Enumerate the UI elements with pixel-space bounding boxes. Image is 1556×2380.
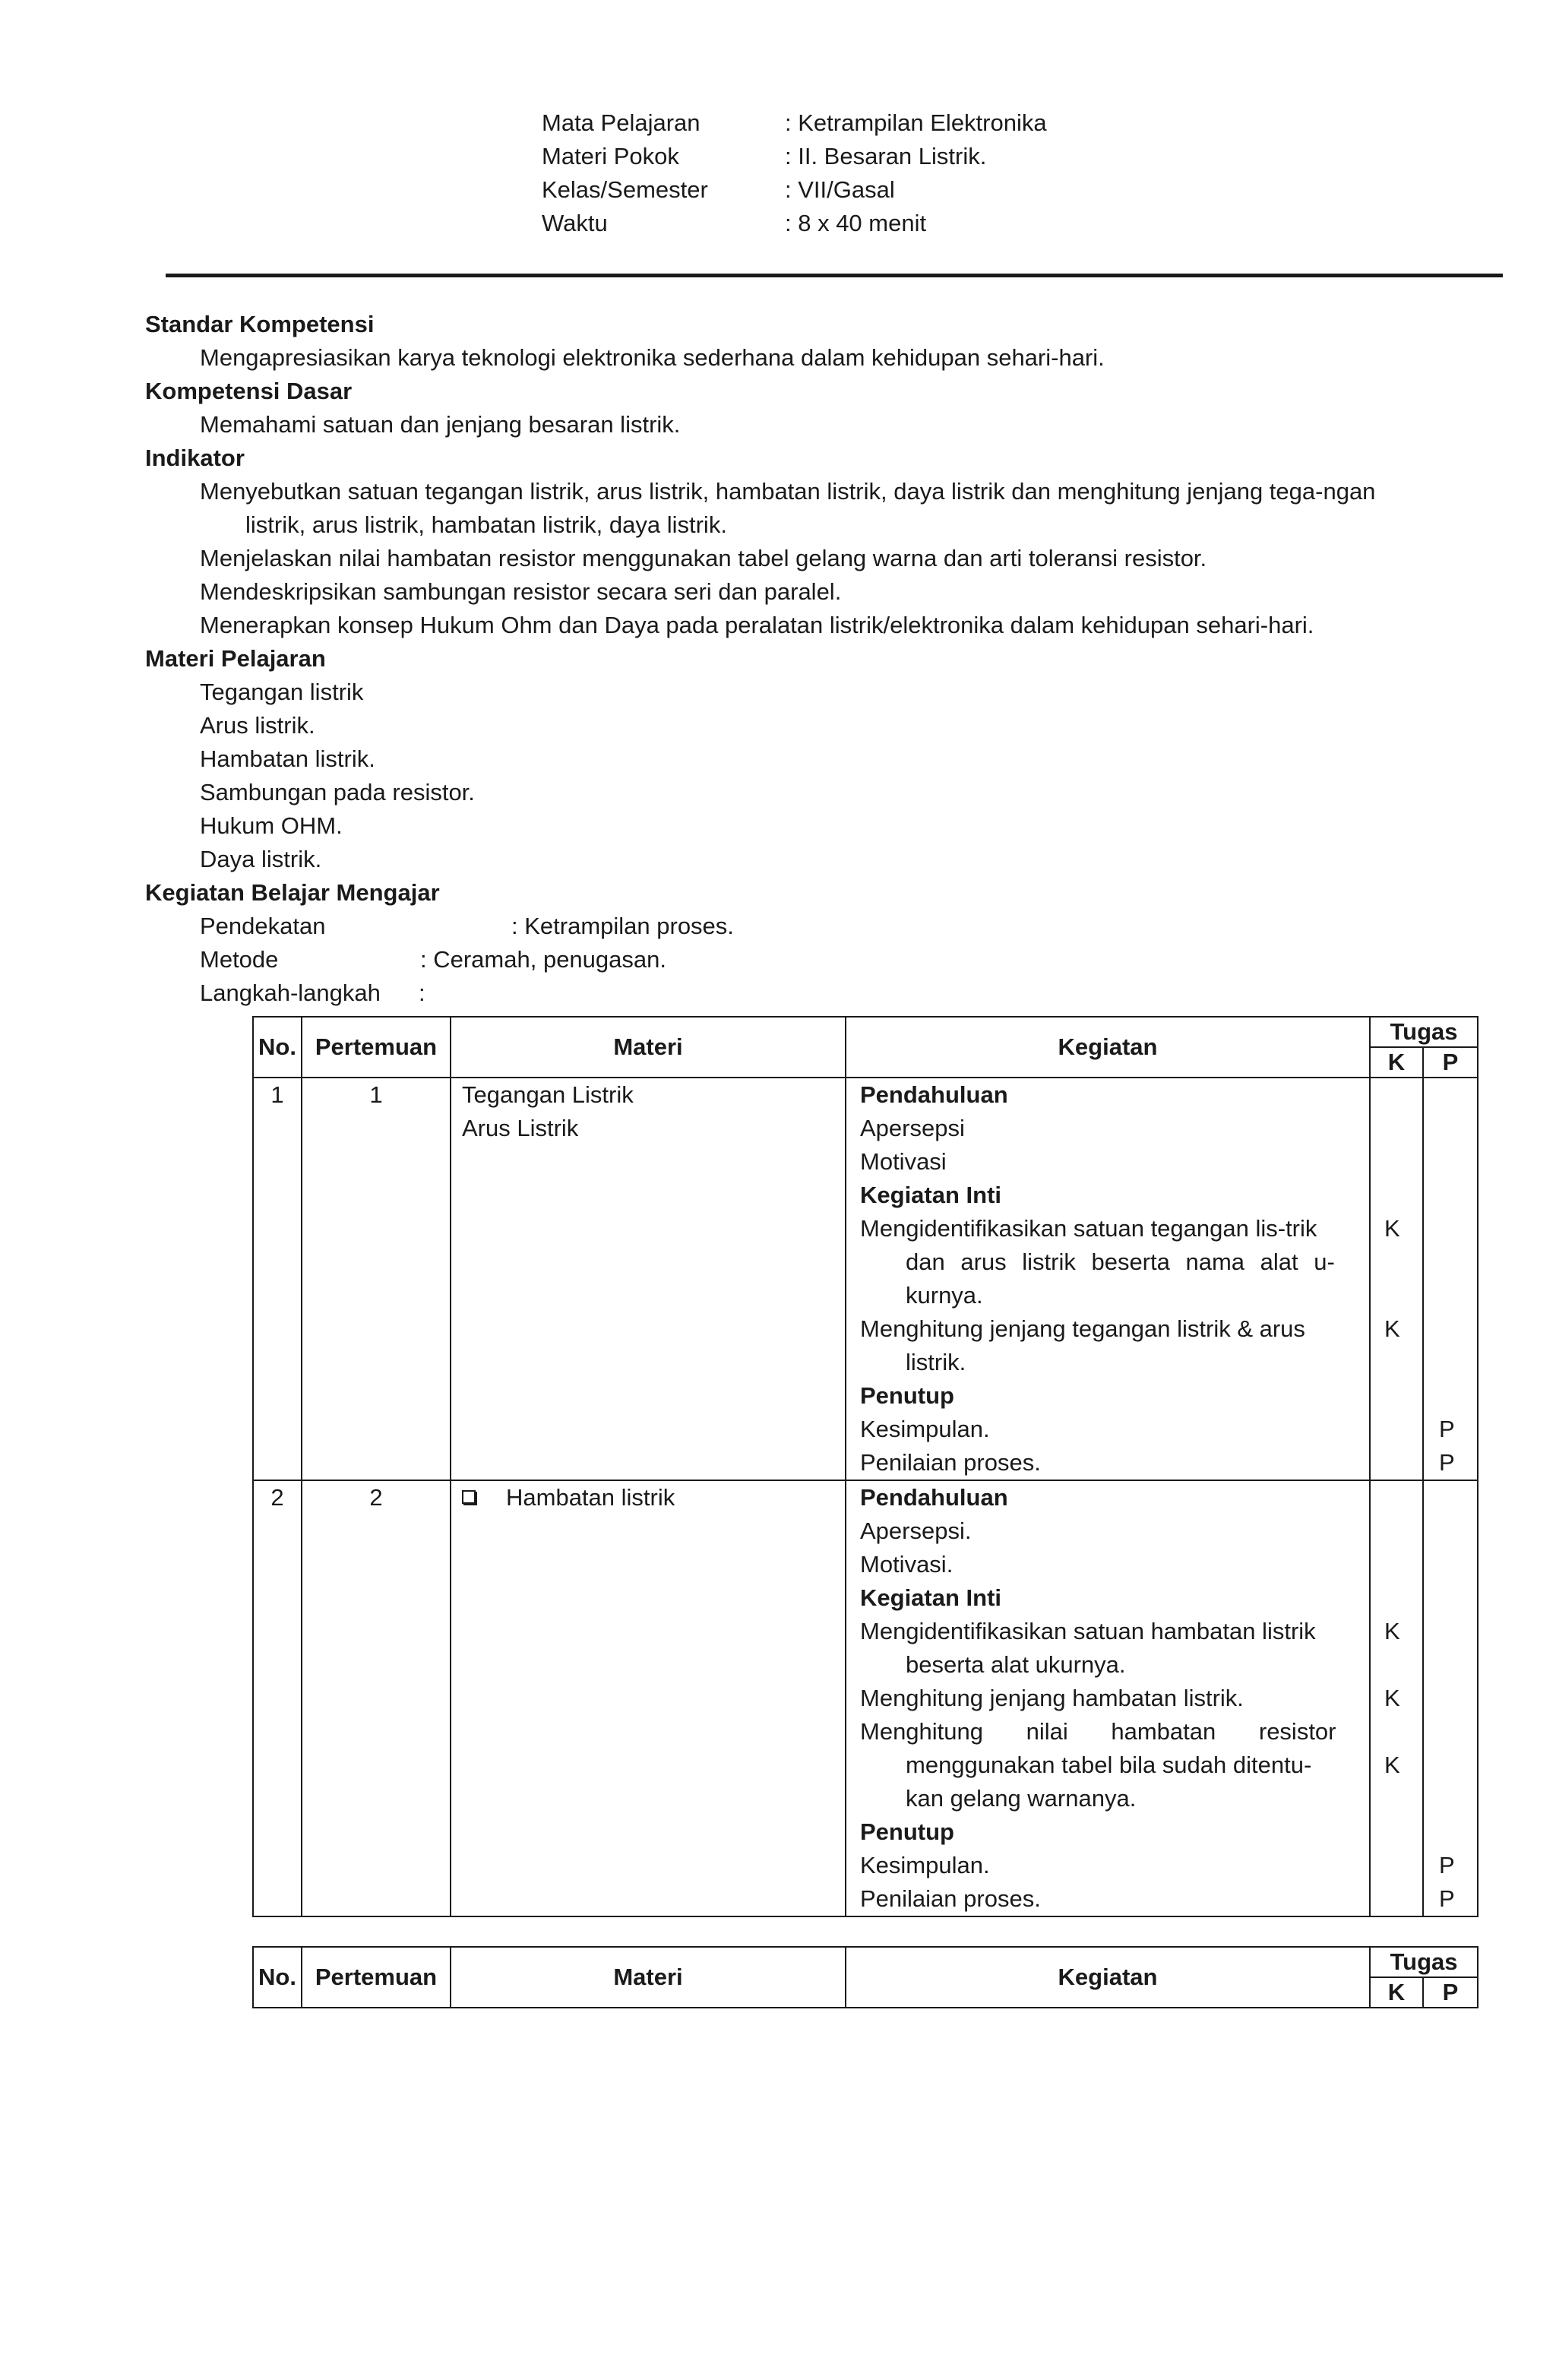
col-header-tugas: Tugas (1370, 1947, 1478, 1977)
kegiatan-line: Motivasi. (860, 1551, 954, 1578)
kegiatan-line: Menghitung nilai hambatan resistor (860, 1718, 1336, 1745)
row-materi (451, 1078, 846, 1480)
kegiatan-heading: Pendahuluan (860, 1081, 1008, 1108)
kegiatan-line: Penilaian proses. (860, 1449, 1041, 1476)
kegiatan-line: Penilaian proses. (860, 1885, 1041, 1912)
kegiatan-line: menggunakan tabel bila sudah ditentu- (906, 1752, 1312, 1778)
kegiatan-line: listrik. (906, 1349, 966, 1375)
col-header-kegiatan: Kegiatan (846, 1947, 1370, 2008)
row-pertemuan: 1 (302, 1078, 451, 1480)
table-row (253, 1078, 1478, 1480)
kegiatan-line: Mengidentifikasikan satuan hambatan listrik (860, 1618, 1316, 1644)
col-header-p: P (1423, 1977, 1478, 2008)
row-materi (451, 1480, 846, 1916)
row-no: 2 (253, 1480, 302, 1916)
metode-label: Metode (200, 946, 279, 973)
section-heading-materi-pelajaran: Materi Pelajaran (145, 645, 326, 672)
kegiatan-heading: Pendahuluan (860, 1484, 1008, 1511)
section-heading-kbm: Kegiatan Belajar Mengajar (145, 879, 440, 906)
col-header-materi: Materi (451, 1947, 846, 2008)
indikator-item: Menjelaskan nilai hambatan resistor menggunakan tabel gelang warna dan arti toleransi resistor. (200, 545, 1207, 571)
checkbox-bullet-icon (462, 1490, 476, 1504)
kegiatan-line: Apersepsi (860, 1115, 965, 1141)
row-no: 1 (253, 1078, 302, 1480)
tugas-k-mark: K (1384, 1618, 1400, 1644)
header-value: : Ketrampilan Elektronika (785, 109, 1047, 136)
materi-item: Tegangan listrik (200, 679, 364, 705)
indikator-item-continued: listrik, arus listrik, hambatan listrik, daya listrik. (245, 511, 727, 538)
section-heading-kompetensi-dasar: Kompetensi Dasar (145, 378, 353, 404)
kegiatan-line: Kesimpulan. (860, 1852, 990, 1878)
kompetensi-dasar-text: Memahami satuan dan jenjang besaran listrik. (200, 411, 681, 438)
kegiatan-line: kan gelang warnanya. (906, 1785, 1137, 1812)
materi-line (462, 1481, 845, 1514)
materi-item: Arus listrik. (200, 712, 315, 739)
materi-line: Tegangan Listrik (462, 1081, 634, 1108)
materi-line: Arus Listrik (462, 1115, 579, 1141)
kegiatan-line: Kesimpulan. (860, 1416, 990, 1442)
section-heading-indikator: Indikator (145, 445, 245, 471)
header-value: : 8 x 40 menit (785, 210, 927, 236)
row-tugas-p (1423, 1480, 1478, 1916)
col-header-pertemuan: Pertemuan (302, 1947, 451, 2008)
table-row (253, 1480, 1478, 1916)
pendekatan-label: Pendekatan (200, 913, 326, 939)
kegiatan-line: Apersepsi. (860, 1518, 972, 1544)
row-tugas-p (1423, 1078, 1478, 1480)
col-header-no: No. (253, 1947, 302, 2008)
header-label: Waktu (542, 210, 608, 236)
row-kegiatan (846, 1480, 1370, 1916)
header-label: Mata Pelajaran (542, 109, 701, 136)
indikator-item: Menyebutkan satuan tegangan listrik, arus listrik, hambatan listrik, daya listrik dan menghitung jenjang tega-ngan (200, 478, 1376, 505)
kegiatan-line: Mengidentifikasikan satuan tegangan lis-trik (860, 1215, 1317, 1242)
pendekatan-value: : Ketrampilan proses. (511, 913, 734, 939)
tugas-p-mark: P (1439, 1885, 1455, 1912)
tugas-p-mark: P (1439, 1852, 1455, 1878)
kegiatan-heading: Kegiatan Inti (860, 1584, 1002, 1611)
langkah-value: : (419, 980, 425, 1006)
header-value: : II. Besaran Listrik. (785, 143, 987, 169)
row-kegiatan (846, 1078, 1370, 1480)
langkah-table-continued (252, 1946, 1479, 2008)
materi-item: Daya listrik. (200, 846, 322, 872)
kegiatan-line: beserta alat ukurnya. (906, 1651, 1126, 1678)
table-header-row (253, 1947, 1478, 1977)
col-header-kegiatan: Kegiatan (846, 1017, 1370, 1078)
table-header-row (253, 1017, 1478, 1047)
header-divider (166, 274, 1503, 277)
col-header-materi: Materi (451, 1017, 846, 1078)
row-tugas-k (1370, 1480, 1423, 1916)
kegiatan-heading: Kegiatan Inti (860, 1182, 1002, 1208)
materi-item: Sambungan pada resistor. (200, 779, 475, 805)
materi-line-text: Hambatan listrik (506, 1484, 675, 1511)
header-label: Materi Pokok (542, 143, 679, 169)
kegiatan-heading: Penutup (860, 1382, 954, 1409)
col-header-p: P (1423, 1047, 1478, 1078)
materi-item: Hukum OHM. (200, 812, 343, 839)
tugas-p-mark: P (1439, 1449, 1455, 1476)
col-header-tugas: Tugas (1370, 1017, 1478, 1047)
metode-value: : Ceramah, penugasan. (420, 946, 666, 973)
indikator-item: Mendeskripsikan sambungan resistor secara seri dan paralel. (200, 578, 842, 605)
kegiatan-line: Motivasi (860, 1148, 947, 1175)
row-pertemuan: 2 (302, 1480, 451, 1916)
kegiatan-line: Menghitung jenjang hambatan listrik. (860, 1685, 1244, 1711)
col-header-pertemuan: Pertemuan (302, 1017, 451, 1078)
kegiatan-heading: Penutup (860, 1818, 954, 1845)
col-header-k: K (1370, 1047, 1423, 1078)
header-value: : VII/Gasal (785, 176, 895, 203)
col-header-k: K (1370, 1977, 1423, 2008)
section-heading-standar-kompetensi: Standar Kompetensi (145, 311, 375, 337)
kegiatan-line: kurnya. (906, 1282, 983, 1309)
tugas-k-mark: K (1384, 1685, 1400, 1711)
tugas-k-mark: K (1384, 1752, 1400, 1778)
kegiatan-line: Menghitung jenjang tegangan listrik & arus (860, 1315, 1305, 1342)
kegiatan-line: dan arus listrik beserta nama alat u- (906, 1249, 1335, 1275)
tugas-p-mark: P (1439, 1416, 1455, 1442)
langkah-label: Langkah-langkah (200, 980, 381, 1006)
langkah-table (252, 1016, 1479, 1917)
standar-kompetensi-text: Mengapresiasikan karya teknologi elektronika sederhana dalam kehidupan sehari-hari. (200, 344, 1105, 371)
indikator-item: Menerapkan konsep Hukum Ohm dan Daya pada peralatan listrik/elektronika dalam kehidupan sehari-hari. (200, 612, 1314, 638)
header-label: Kelas/Semester (542, 176, 708, 203)
tugas-k-mark: K (1384, 1215, 1400, 1242)
row-tugas-k (1370, 1078, 1423, 1480)
materi-item: Hambatan listrik. (200, 745, 375, 772)
col-header-no: No. (253, 1017, 302, 1078)
tugas-k-mark: K (1384, 1315, 1400, 1342)
